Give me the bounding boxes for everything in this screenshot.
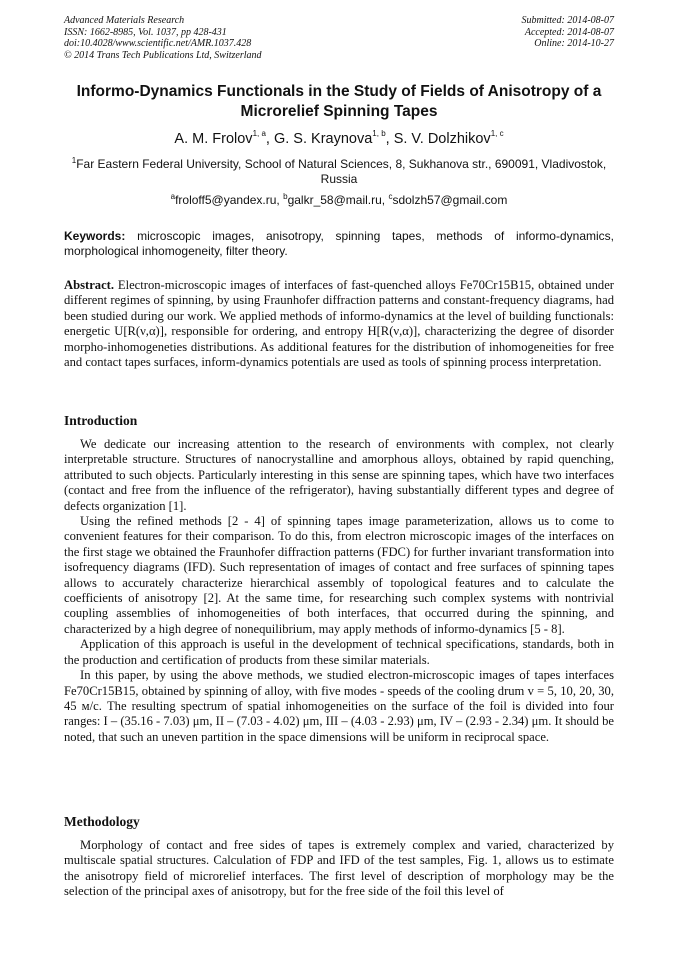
email-superscript: c: [388, 192, 393, 201]
author-superscript: 1, a: [252, 129, 266, 138]
email-address[interactable]: froloff5@yandex.ru,: [175, 193, 284, 207]
paper-title: Informo-Dynamics Functionals in the Study of Fields of Anisotropy of a Microrelief Spinning Tapes: [76, 83, 602, 120]
paragraph: Application of this approach is useful in the development of technical specifications, standards, both in the production and certification of products from these similar materials.: [64, 637, 614, 667]
journal-copyright: © 2014 Trans Tech Publications Ltd, Switzerland: [64, 49, 262, 61]
paragraph: Using the refined methods [2 - 4] of spinning tapes image parameterization, allows us to come to convenient features for their comparison. To do this, from electron microscopic images of the interfaces on the first stage we obtained the Fraunhofer diffraction patterns (FDC) for further invariant transformation into isofrequency diagrams (IFD). Such representation of images of contact and free surfaces of spinning tapes allows to accurately characterize hierarchical assembly of topological features and to calculate the coefficients of anisotropy [2]. At the same time, for researching such complex systems with nontrivial coupling assemblies of inhomogeneities of both interfaces, that occurred during the spinning, and characterized by a high degree of nonequilibrium, may apply methods of informo-dynamics [5 - 8].: [64, 514, 614, 636]
date-accepted: Accepted: 2014-08-07: [524, 26, 614, 38]
keywords: [64, 229, 614, 259]
email-address[interactable]: galkr_58@mail.ru,: [287, 193, 389, 207]
journal-header-right: [522, 15, 615, 50]
abstract-text: Electron-microscopic images of interfaces of fast-quenched alloys Fe70Cr15B15, obtained under different regimes of spinning, by using Fraunhofer diffraction patterns and constant-frequency diagrams, had been studied during our work. We applied methods of informo-dynamics at the level of building functionals: energetic U[R(ν,α)], responsible for ordering, and entropy H[R(ν,α)], characterizing the degree of disorder morpho-inhomogeneties distributions. As additional features for the distribution of inhomogeneities for free and contact tapes surfaces, inform-dynamics potentials are used as tools of spinning process interpretation.: [64, 278, 614, 370]
journal-name: Advanced Materials Research: [64, 15, 185, 26]
author-list: A. M. Frolov$^{1, a}$, G. S. Kraynova$^{1, b}$, S. V. Dolzhikov$^{1, c}$: [174, 129, 504, 147]
email-address[interactable]: sdolzh57@gmail.com: [392, 193, 508, 207]
email-list: [64, 193, 614, 208]
abstract-label: Abstract.: [64, 278, 115, 292]
author-superscript: 1, c: [490, 129, 504, 138]
abstract: [64, 278, 614, 370]
methodology-body: [64, 838, 614, 900]
email-superscript: a: [170, 192, 176, 201]
author-name: S. V. Dolzhikov: [393, 131, 491, 147]
date-online: Online: 2014-10-27: [534, 38, 614, 49]
paragraph: Morphology of contact and free sides of tapes is extremely complex and varied, characterized by multiscale spatial structures. Calculation of FDP and IFD of the test samples, Fig. 1, allows us to estimate the anisotropy field of microrelief interfaces. The first level of description of morphology may be the selection of the principal axes of anisotropy, but for the free side of the foil this level of: [64, 838, 614, 899]
paragraph: In this paper, by using the above methods, we studied electron-microscopic images of tapes interfaces Fe70Cr15B15, obtained by spinning of alloy, with five modes - speeds of the cooling drum v = 5, 10, 20, 30, 45 м/с. The resulting spectrum of spatial inhomogeneities on the surface of the foil is divided into four ranges: I – (35.16 - 7.03) μm, II – (7.03 - 4.02) μm, III – (4.03 - 2.93) μm, IV – (2.93 - 2.34) μm. It should be noted, that such an uneven partition in the space dimensions will be uniform in reciprocal space.: [64, 668, 614, 744]
author-superscript: 1, b: [372, 129, 386, 138]
journal-header-left: [64, 15, 262, 61]
affiliation-text: Far Eastern Federal University, School of Natural Sciences, 8, Sukhanova str., 690091, Vladivostok, Russia: [76, 157, 607, 186]
section-heading-introduction: Introduction: [64, 413, 138, 428]
author-name: G. S. Kraynova: [273, 131, 373, 147]
introduction-body: [64, 437, 614, 745]
keywords-label: Keywords:: [64, 229, 126, 243]
date-submitted: Submitted: 2014-08-07: [521, 15, 614, 26]
journal-issn: ISSN: 1662-8985, Vol. 1037, pp 428-431: [64, 26, 227, 38]
affiliation-superscript: 1: [71, 156, 77, 165]
journal-doi[interactable]: doi:10.4028/www.scientific.net/AMR.1037.428: [64, 38, 252, 49]
paragraph: We dedicate our increasing attention to the research of environments with complex, not clearly interpretable structure. Structures of nanocrystalline and amorphous alloys, obtained by rapid quenching, attributed to such objects. Particularly interesting in this sense are spinning tapes, which have two interfaces (contact and free from the influence of the refrigerator), having substantially different types and degree of defects organization [1].: [64, 437, 614, 513]
author-name: A. M. Frolov: [174, 131, 253, 147]
affiliation: [64, 157, 614, 187]
email-superscript: b: [283, 192, 288, 201]
section-heading-methodology: Methodology: [64, 814, 140, 829]
keywords-text: microscopic images, anisotropy, spinning tapes, methods of informo-dynamics, morphological inhomogeneity, filter theory.: [64, 229, 614, 258]
